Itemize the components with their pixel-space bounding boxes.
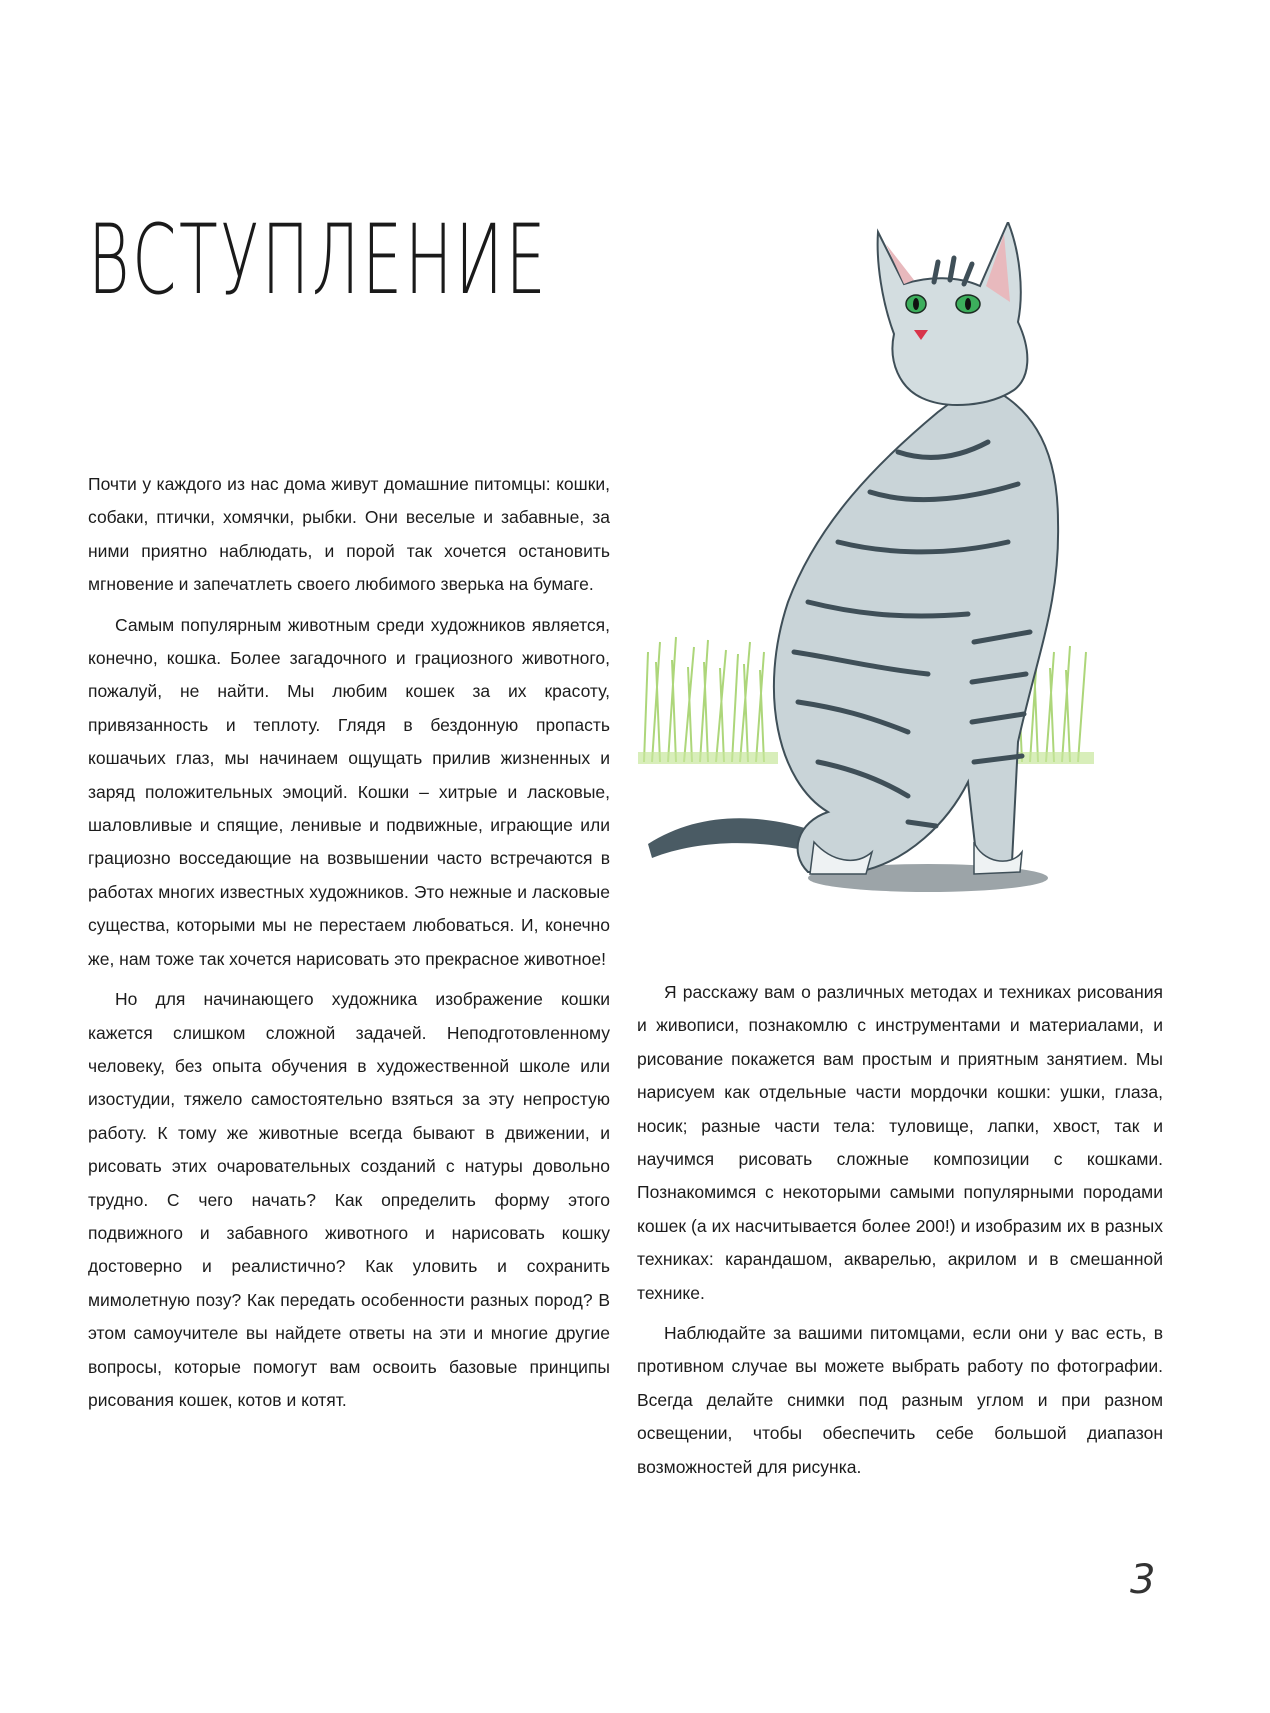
- tabby-cat-illustration: [638, 222, 1124, 924]
- paragraph: Я расскажу вам о различных методах и техниках рисования и живописи, познакомлю с инструментами и материалами, и рисование покажется вам простым и приятным занятием. Мы нарисуем как отдельные части мордочки кошки: ушки, глаза, носик; разные части тела: туловище, лапки, хвост, так и научимся рисовать сложные композиции с кошками. Познакомимся с некоторыми самыми популярными породами кошек (а их насчитывается более 200!) и изобразим их в разных техниках: карандашом, акварелью, акрилом и в смешанной технике.: [637, 982, 1163, 1303]
- page-number: 3: [1130, 1557, 1156, 1603]
- paragraph: Наблюдайте за вашими питомцами, если они у вас есть, в противном случае вы можете выбрать работу по фотографии. Всегда делайте снимки под разным углом и при разном освещении, чтобы обеспечить себе большой диапазон возможностей для рисунка.: [637, 1323, 1163, 1477]
- paragraph: Но для начинающего художника изображение кошки кажется слишком сложной задачей. Неподготовленному человеку, без опыта обучения в художественной школе или изостудии, тяжело самостоятельно взяться за эту непростую работу. К тому же животные всегда бывают в движении, и рисовать этих очаровательных созданий с натуры довольно трудно. С чего начать? Как определить форму этого подвижного и забавного животного и нарисовать кошку достоверно и реалистично? Как уловить и сохранить мимолетную позу? Как передать особенности разных пород? В этом самоучителе вы найдете ответы на эти и многие другие вопросы, которые помогут вам освоить базовые принципы рисования кошек, котов и котят.: [88, 989, 610, 1410]
- paragraph: Почти у каждого из нас дома живут домашние питомцы: кошки, собаки, птички, хомячки, рыбки. Они веселые и забавные, за ними приятно наблюдать, и порой так хочется остановить мгновение и запечатлеть своего любимого зверька на бумаге.: [88, 474, 610, 595]
- page-title: ВСТУПЛЕНИЕ: [88, 204, 549, 316]
- grass-base: [638, 752, 778, 764]
- right-text-column: [637, 976, 1163, 1484]
- cat-tail: [648, 818, 820, 858]
- left-text-column: [88, 468, 610, 1417]
- paragraph: Самым популярным животным среди художников является, конечно, кошка. Более загадочного и грациозного животного, пожалуй, не найти. Мы любим кошек за их красоту, привязанность и теплоту. Глядя в бездонную пропасть кошачьих глаз, мы начинаем ощущать прилив жизненных и заряд положительных эмоций. Кошки – хитрые и ласковые, шаловливые и спящие, ленивые и подвижные, играющие или грациозно восседающие на возвышении часто встречаются в работах многих известных художников. Это нежные и ласковые существа, которыми мы не перестаем любоваться. И, конечно же, нам тоже так хочется нарисовать это прекрасное животное!: [88, 614, 610, 969]
